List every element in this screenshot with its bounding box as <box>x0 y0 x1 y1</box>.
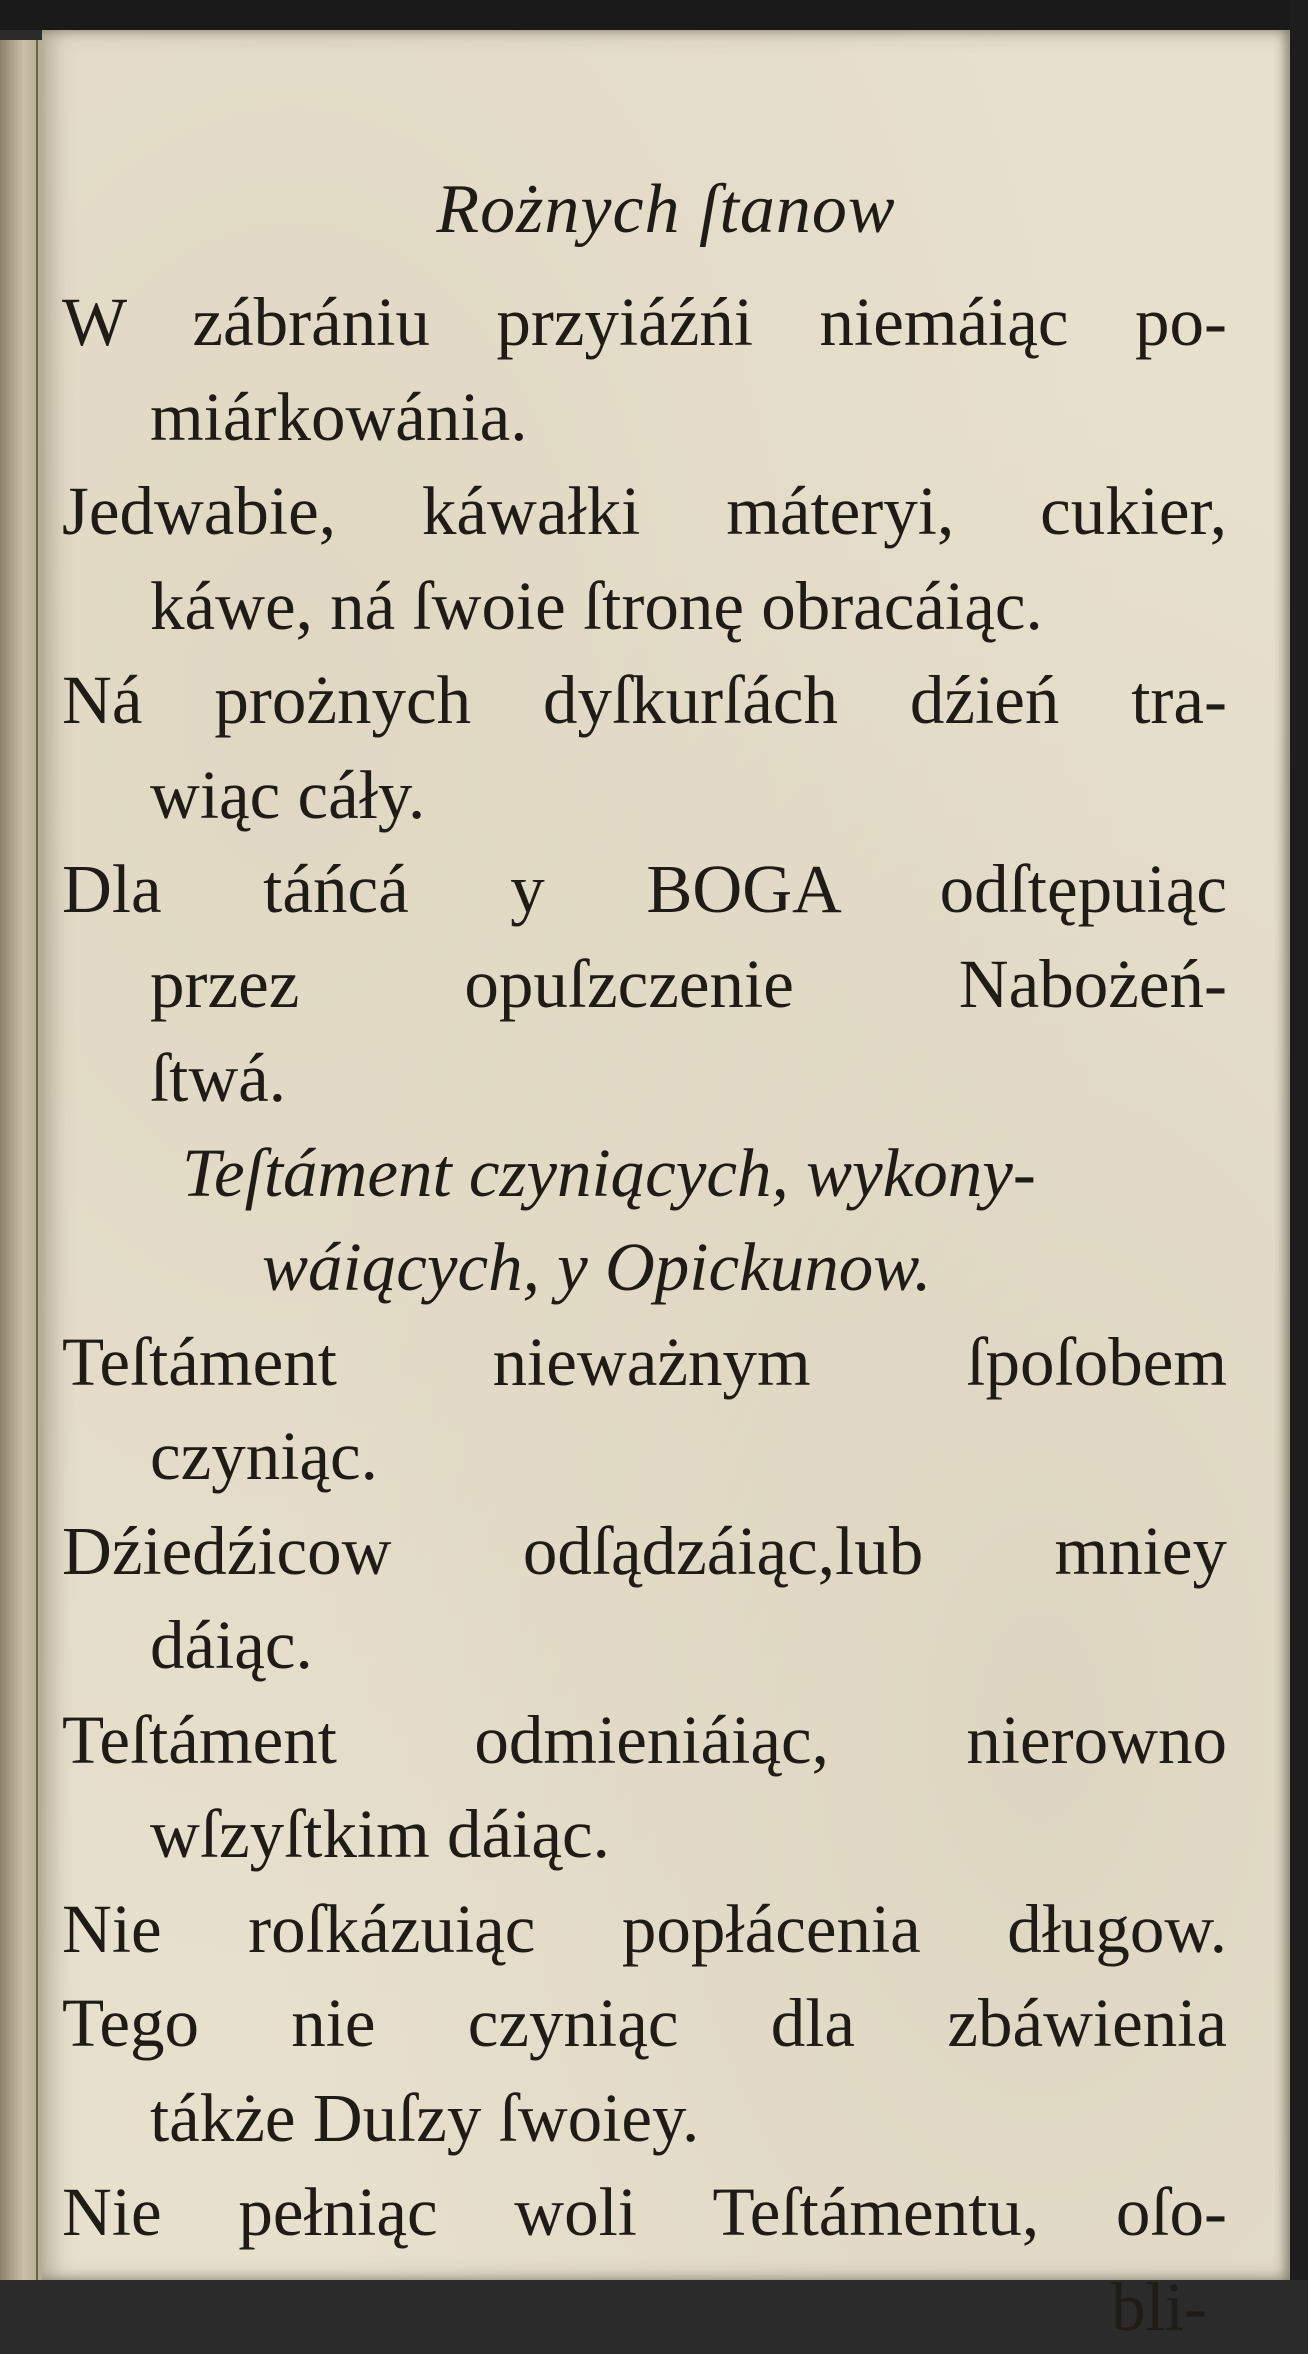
text-line: Nie pełniąc woli Teſtámentu, oſo- <box>62 2165 1227 2260</box>
text-line: ſtwá. <box>62 1031 1227 1126</box>
text-line: káwe, ná ſwoie ſtronę obracáiąc. <box>62 559 1227 654</box>
page-gutter-line <box>36 40 38 2280</box>
catchword: bli- <box>62 2260 1227 2354</box>
entry-friendship <box>62 275 1227 464</box>
section-subheading <box>62 1126 1227 1315</box>
entry-testament-will <box>62 2165 1227 2260</box>
text-line: wiąc cáły. <box>62 748 1227 843</box>
entry-salvation <box>62 1976 1227 2165</box>
text-line: przez opuſzczenie Nabożeń- <box>62 937 1227 1032</box>
page-text <box>62 275 1227 2354</box>
text-line: Nie roſkázuiąc popłácenia długow. <box>62 1882 1227 1977</box>
text-line: miárkowánia. <box>62 370 1227 465</box>
text-line: Ná prożnych dyſkurſách dźień tra- <box>62 653 1227 748</box>
text-line: W zábrániu przyiáźńi niemáiąc po- <box>62 275 1227 370</box>
entry-debts <box>62 1882 1227 1977</box>
scan-right-border <box>1290 0 1308 2280</box>
text-line: dáiąc. <box>62 1598 1227 1693</box>
scan-top-border <box>0 0 1308 30</box>
subheading-line: wáiących, y Opickunow. <box>62 1220 1227 1315</box>
text-line: wſzyſtkim dáiąc. <box>62 1787 1227 1882</box>
text-line: Teſtáment nieważnym ſpoſobem <box>62 1315 1227 1410</box>
running-heading: Rożnych ſtanow <box>42 170 1290 250</box>
entry-idle-talk <box>62 653 1227 842</box>
text-line: Tego nie czyniąc dla zbáwienia <box>62 1976 1227 2071</box>
entry-silks <box>62 464 1227 653</box>
entry-changing-testament <box>62 1693 1227 1882</box>
text-line: tákże Duſzy ſwoiey. <box>62 2071 1227 2166</box>
book-page <box>42 30 1290 2280</box>
text-line: Jedwabie, káwałki máteryi, cukier, <box>62 464 1227 559</box>
subheading-line: Teſtáment czyniących, wykony- <box>62 1126 1227 1221</box>
entry-disinheriting <box>62 1504 1227 1693</box>
text-line: czyniąc. <box>62 1409 1227 1504</box>
entry-dance <box>62 842 1227 1126</box>
text-line: Dźiedźicow odſądzáiąc,lub mniey <box>62 1504 1227 1599</box>
facing-page-edge <box>0 40 42 2280</box>
text-line: Teſtáment odmieniáiąc, nierowno <box>62 1693 1227 1788</box>
text-line: Dla táńcá y BOGA odſtępuiąc <box>62 842 1227 937</box>
entry-invalid-testament <box>62 1315 1227 1504</box>
